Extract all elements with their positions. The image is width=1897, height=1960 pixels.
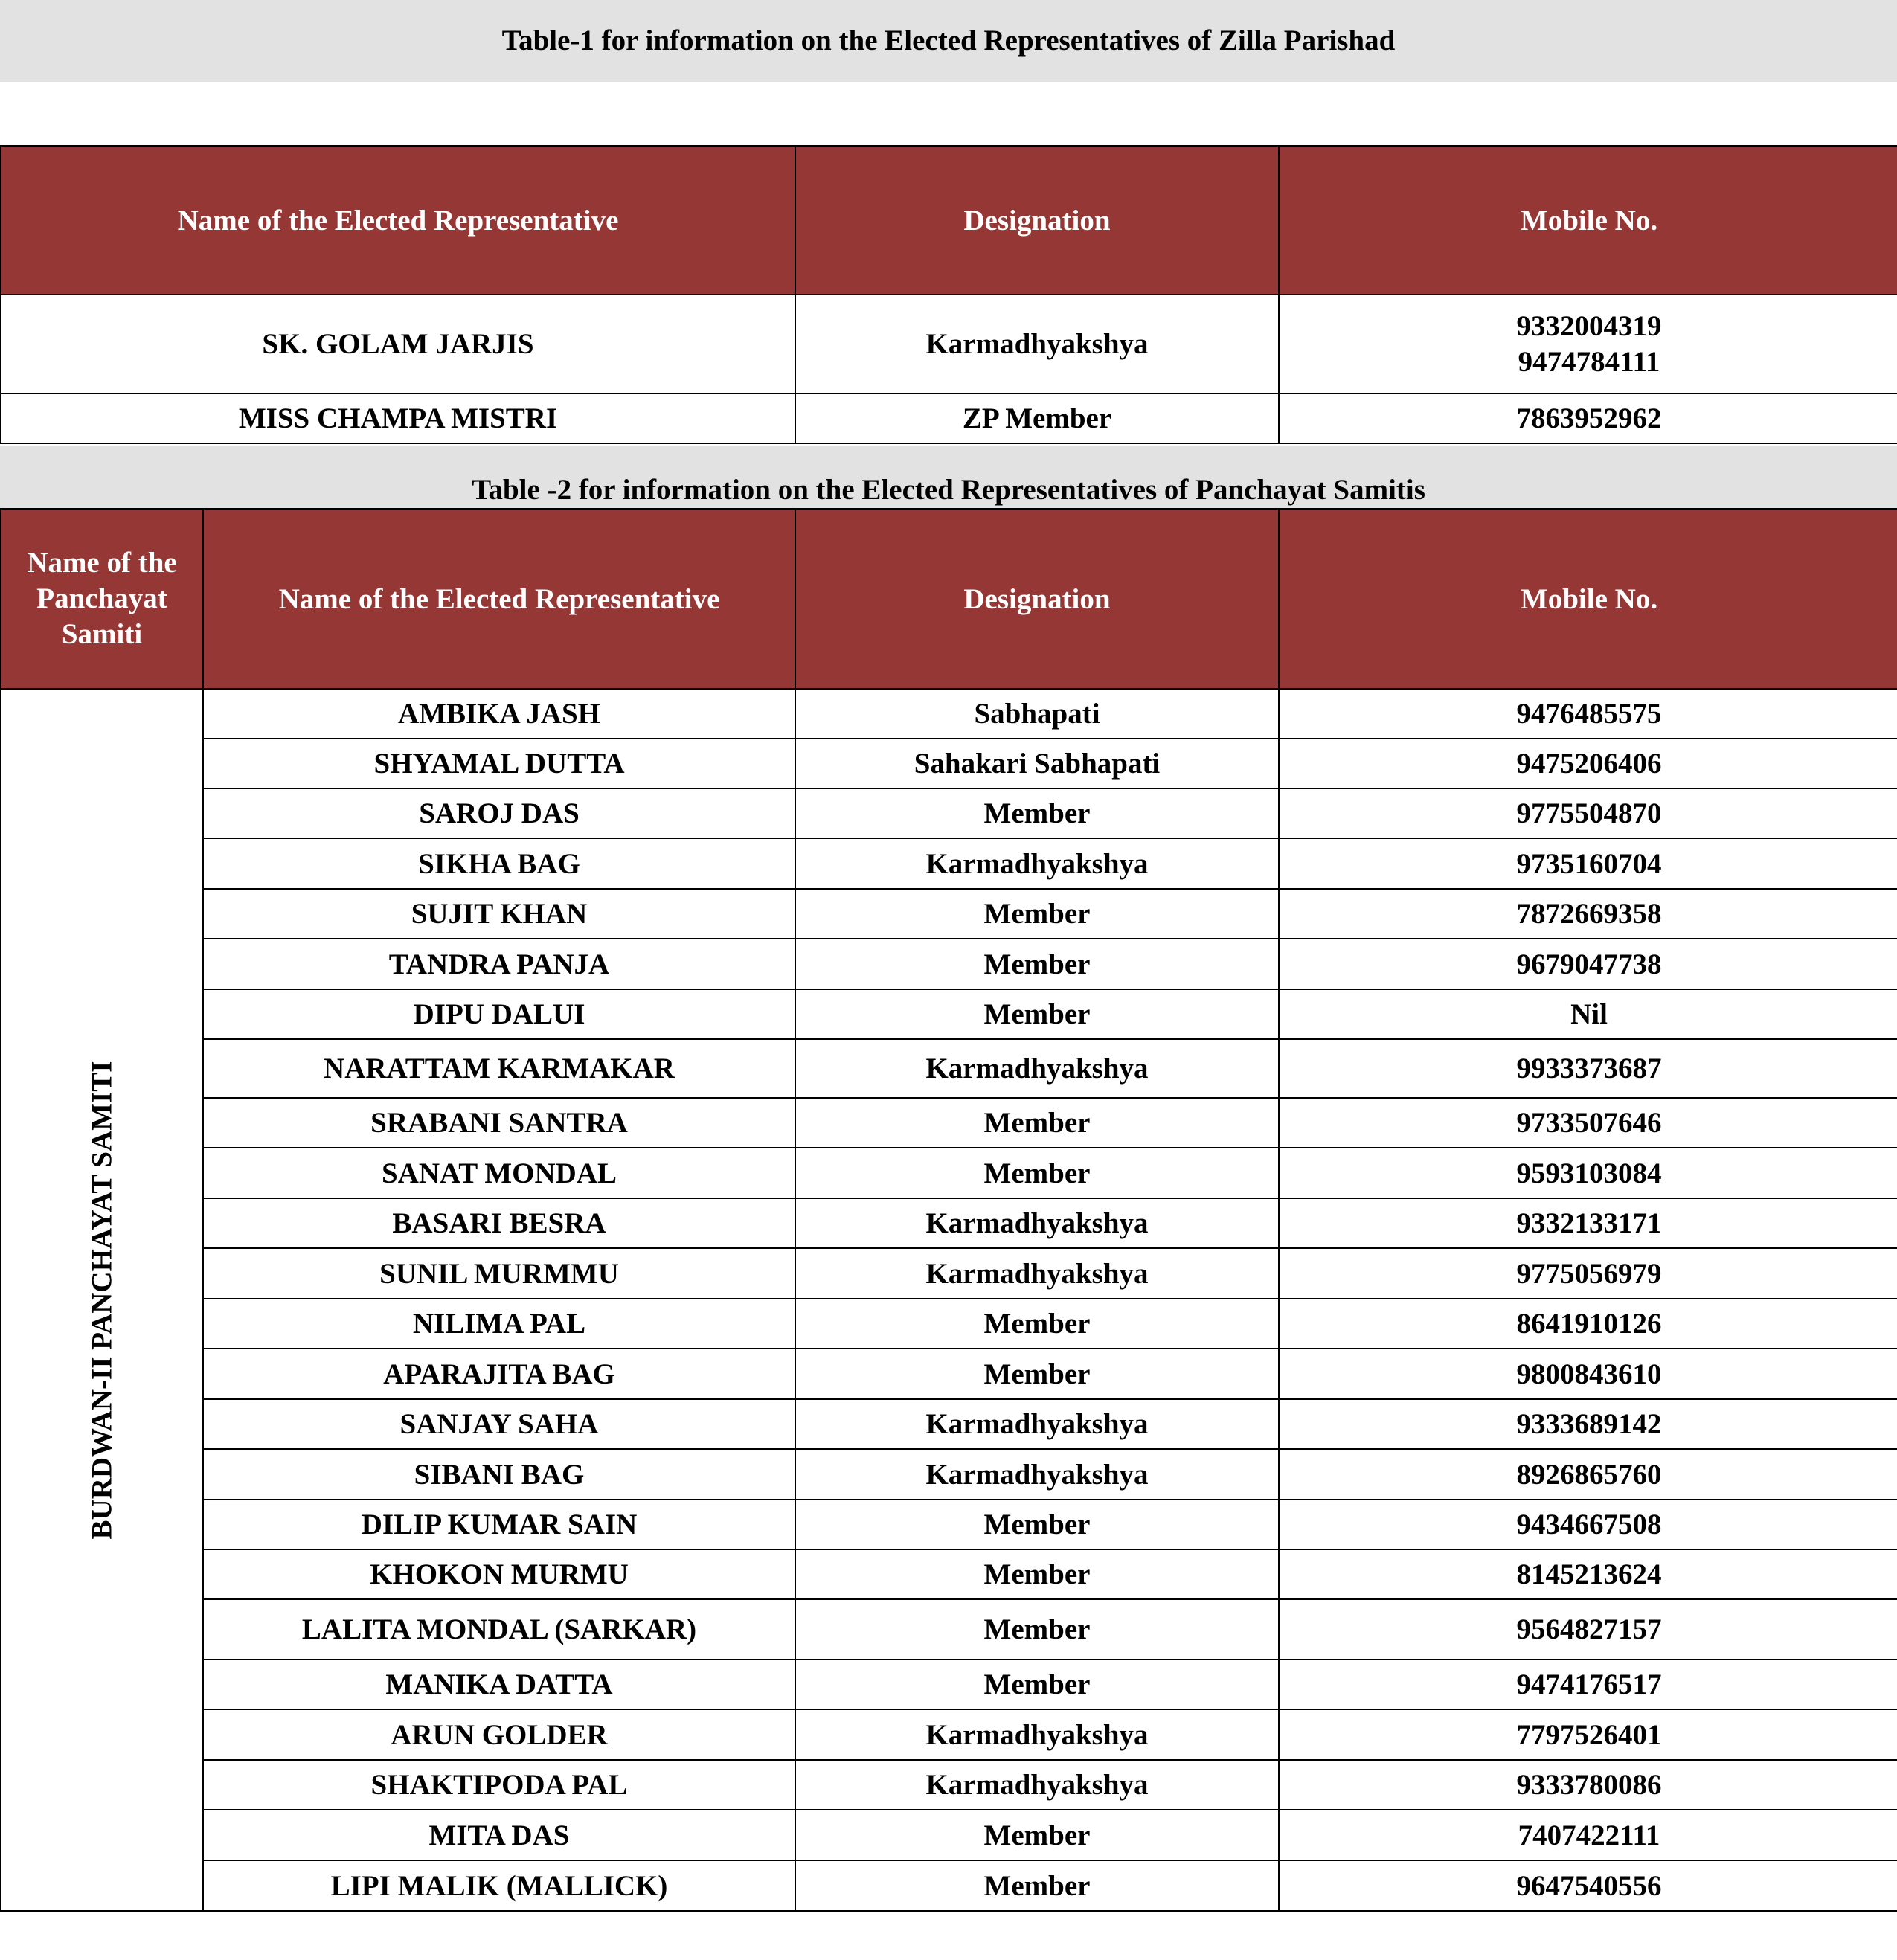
table-row xyxy=(1,1709,1897,1760)
mobile-number: 9475206406 xyxy=(1279,739,1897,788)
designation: Member xyxy=(795,1098,1279,1148)
designation: Member xyxy=(795,788,1279,838)
header-samiti: Name of the Panchayat Samiti xyxy=(1,509,203,689)
designation: Member xyxy=(795,1349,1279,1399)
mobile-number: 9775056979 xyxy=(1279,1248,1897,1299)
table-row xyxy=(1,889,1897,939)
representative-name: MISS CHAMPA MISTRI xyxy=(1,393,795,443)
representative-name: SUNIL MURMMU xyxy=(203,1248,795,1299)
table-row xyxy=(1,1299,1897,1349)
designation: Member xyxy=(795,889,1279,939)
representative-name: SIKHA BAG xyxy=(203,838,795,889)
representative-name: LIPI MALIK (MALLICK) xyxy=(203,1860,795,1911)
table-row xyxy=(1,1599,1897,1659)
table-row xyxy=(1,1760,1897,1810)
representative-name: SK. GOLAM JARJIS xyxy=(1,295,795,393)
mobile-number: 8641910126 xyxy=(1279,1299,1897,1349)
representative-name: DIPU DALUI xyxy=(203,989,795,1039)
designation: Member xyxy=(795,1659,1279,1709)
designation: Karmadhyakshya xyxy=(795,1039,1279,1098)
header-designation: Designation xyxy=(795,509,1279,689)
mobile-number: 9933373687 xyxy=(1279,1039,1897,1098)
representative-name: AMBIKA JASH xyxy=(203,689,795,739)
header-mobile: Mobile No. xyxy=(1279,146,1897,295)
designation: Member xyxy=(795,1299,1279,1349)
representative-name: MITA DAS xyxy=(203,1810,795,1860)
representative-name: SRABANI SANTRA xyxy=(203,1098,795,1148)
table-row xyxy=(1,1399,1897,1449)
designation: Sahakari Sabhapati xyxy=(795,739,1279,788)
table-row xyxy=(1,939,1897,989)
mobile-number: 7872669358 xyxy=(1279,889,1897,939)
designation: Member xyxy=(795,1860,1279,1911)
designation: Karmadhyakshya xyxy=(795,838,1279,889)
designation: ZP Member xyxy=(795,393,1279,443)
mobile-number-line: 7863952962 xyxy=(1516,402,1662,434)
mobile-number: 9474176517 xyxy=(1279,1659,1897,1709)
table2-title: Table -2 for information on the Elected Representatives of Panchayat Samitis xyxy=(0,446,1897,509)
table-row xyxy=(1,739,1897,788)
table-row xyxy=(1,689,1897,739)
designation: Member xyxy=(795,1810,1279,1860)
table-row xyxy=(1,393,1897,443)
mobile-number: 9647540556 xyxy=(1279,1860,1897,1911)
mobile-number: 9679047738 xyxy=(1279,939,1897,989)
mobile-number: 9434667508 xyxy=(1279,1500,1897,1549)
mobile-number: 9333780086 xyxy=(1279,1760,1897,1810)
table-row xyxy=(1,295,1897,393)
table2-header-row xyxy=(1,509,1897,689)
header-name: Name of the Elected Representative xyxy=(1,146,795,295)
designation: Sabhapati xyxy=(795,689,1279,739)
table1-title: Table-1 for information on the Elected Representatives of Zilla Parishad xyxy=(0,0,1897,82)
header-designation: Designation xyxy=(795,146,1279,295)
designation: Karmadhyakshya xyxy=(795,1449,1279,1500)
representative-name: SUJIT KHAN xyxy=(203,889,795,939)
table-row xyxy=(1,1860,1897,1911)
designation: Member xyxy=(795,989,1279,1039)
representative-name: DILIP KUMAR SAIN xyxy=(203,1500,795,1549)
designation: Member xyxy=(795,1500,1279,1549)
table-row xyxy=(1,1500,1897,1549)
representative-name: NILIMA PAL xyxy=(203,1299,795,1349)
representative-name: SIBANI BAG xyxy=(203,1449,795,1500)
table-row xyxy=(1,1248,1897,1299)
table-row xyxy=(1,1549,1897,1599)
mobile-number-line: 9332004319 xyxy=(1516,309,1662,342)
mobile-number: 7407422111 xyxy=(1279,1810,1897,1860)
mobile-number: 9593103084 xyxy=(1279,1148,1897,1198)
mobile-number: 9733507646 xyxy=(1279,1098,1897,1148)
mobile-number: 9333689142 xyxy=(1279,1399,1897,1449)
table-row xyxy=(1,1198,1897,1248)
designation: Member xyxy=(795,1148,1279,1198)
representative-name: SHAKTIPODA PAL xyxy=(203,1760,795,1810)
representative-name: ARUN GOLDER xyxy=(203,1709,795,1760)
panchayat-samiti-table xyxy=(0,508,1897,1912)
samiti-name-cell xyxy=(1,689,203,1911)
designation: Karmadhyakshya xyxy=(795,1198,1279,1248)
mobile-number: 9775504870 xyxy=(1279,788,1897,838)
mobile-number: 9476485575 xyxy=(1279,689,1897,739)
representative-name: NARATTAM KARMAKAR xyxy=(203,1039,795,1098)
mobile-number: 7797526401 xyxy=(1279,1709,1897,1760)
table1-header-row xyxy=(1,146,1897,295)
table-row xyxy=(1,838,1897,889)
representative-name: MANIKA DATTA xyxy=(203,1659,795,1709)
designation: Karmadhyakshya xyxy=(795,1399,1279,1449)
representative-name: SAROJ DAS xyxy=(203,788,795,838)
designation: Member xyxy=(795,1549,1279,1599)
mobile-number xyxy=(1279,393,1897,443)
representative-name: BASARI BESRA xyxy=(203,1198,795,1248)
mobile-number: 8926865760 xyxy=(1279,1449,1897,1500)
designation: Member xyxy=(795,939,1279,989)
header-name: Name of the Elected Representative xyxy=(203,509,795,689)
mobile-number-line: 9474784111 xyxy=(1518,345,1660,378)
table-row xyxy=(1,1659,1897,1709)
representative-name: SHYAMAL DUTTA xyxy=(203,739,795,788)
mobile-number: 9800843610 xyxy=(1279,1349,1897,1399)
representative-name: TANDRA PANJA xyxy=(203,939,795,989)
table-row xyxy=(1,788,1897,838)
zilla-parishad-table xyxy=(0,145,1897,444)
mobile-number: Nil xyxy=(1279,989,1897,1039)
designation: Karmadhyakshya xyxy=(795,1709,1279,1760)
representative-name: SANJAY SAHA xyxy=(203,1399,795,1449)
mobile-number: 9735160704 xyxy=(1279,838,1897,889)
table-row xyxy=(1,1449,1897,1500)
table-row xyxy=(1,1098,1897,1148)
designation: Member xyxy=(795,1599,1279,1659)
representative-name: APARAJITA BAG xyxy=(203,1349,795,1399)
mobile-number xyxy=(1279,295,1897,393)
table-row xyxy=(1,1349,1897,1399)
representative-name: LALITA MONDAL (SARKAR) xyxy=(203,1599,795,1659)
table-row xyxy=(1,1148,1897,1198)
mobile-number: 9332133171 xyxy=(1279,1198,1897,1248)
mobile-number: 9564827157 xyxy=(1279,1599,1897,1659)
mobile-number: 8145213624 xyxy=(1279,1549,1897,1599)
table-row xyxy=(1,1039,1897,1098)
table-row xyxy=(1,1810,1897,1860)
table-row xyxy=(1,989,1897,1039)
representative-name: SANAT MONDAL xyxy=(203,1148,795,1198)
designation: Karmadhyakshya xyxy=(795,1248,1279,1299)
header-mobile: Mobile No. xyxy=(1279,509,1897,689)
designation: Karmadhyakshya xyxy=(795,295,1279,393)
representative-name: KHOKON MURMU xyxy=(203,1549,795,1599)
designation: Karmadhyakshya xyxy=(795,1760,1279,1810)
samiti-name: BURDWAN-II PANCHAYAT SAMITI xyxy=(86,1061,118,1539)
